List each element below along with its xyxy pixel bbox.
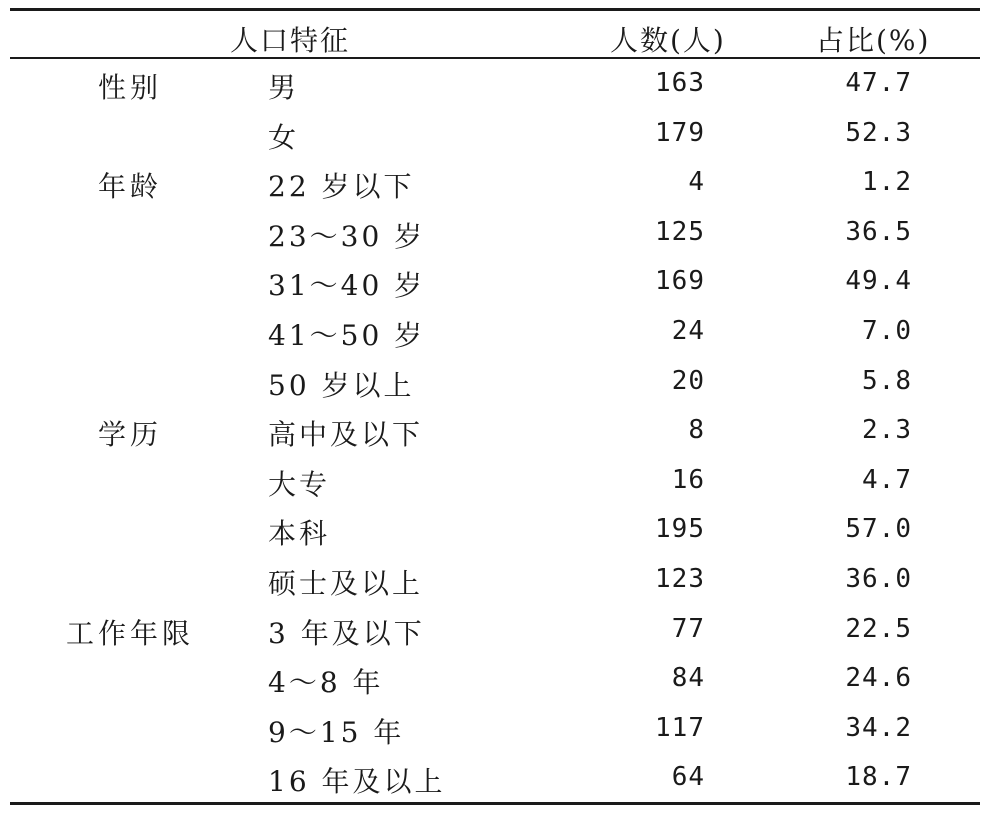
row-percent: 1.2	[862, 167, 912, 198]
table-row	[10, 358, 980, 408]
row-subcategory: 大专	[268, 467, 331, 501]
row-count: 125	[655, 216, 705, 247]
table-row	[10, 308, 980, 358]
row-subcategory: 23～30 岁	[268, 219, 426, 253]
row-count: 179	[655, 117, 705, 148]
row-percent: 47.7	[845, 68, 912, 98]
row-subcategory: 3 年及以下	[268, 616, 425, 650]
table-row	[10, 209, 980, 259]
row-count: 16	[671, 464, 705, 495]
row-percent: 36.0	[845, 564, 912, 594]
row-percent: 36.5	[845, 216, 912, 247]
bottom-rule	[10, 802, 980, 805]
row-percent: 7.0	[862, 316, 912, 346]
row-percent: 24.6	[845, 663, 912, 694]
row-percent: 49.4	[845, 266, 912, 297]
row-percent: 4.7	[862, 464, 912, 495]
row-subcategory: 4～8 年	[268, 666, 384, 700]
row-count: 123	[655, 564, 705, 594]
table-row	[10, 705, 980, 755]
row-subcategory: 本科	[268, 517, 331, 551]
header-percent: 占比(%)	[816, 24, 931, 57]
row-subcategory: 硕士及以上	[268, 567, 424, 600]
row-subcategory: 50 岁以上	[268, 368, 415, 402]
row-count: 117	[655, 712, 705, 743]
row-group: 性别	[97, 71, 162, 104]
table-row	[10, 754, 980, 804]
row-percent: 52.3	[845, 117, 912, 148]
table-row	[10, 159, 980, 209]
row-subcategory: 41～50 岁	[268, 319, 426, 352]
row-count: 20	[671, 365, 705, 396]
row-group: 年龄	[97, 170, 162, 204]
row-subcategory: 男	[268, 71, 300, 104]
table-row	[10, 457, 980, 507]
table-row	[10, 60, 980, 110]
table-row	[10, 407, 980, 457]
row-percent: 57.0	[845, 514, 912, 545]
row-count: 84	[671, 663, 705, 694]
table-row	[10, 606, 980, 656]
row-subcategory: 女	[268, 120, 300, 154]
row-count: 169	[655, 266, 705, 297]
row-percent: 5.8	[862, 365, 912, 396]
row-subcategory: 16 年及以上	[268, 765, 446, 799]
row-percent: 2.3	[862, 415, 912, 446]
row-count: 195	[655, 514, 705, 545]
row-subcategory: 9～15 年	[268, 715, 405, 749]
row-count: 8	[688, 415, 705, 446]
header-feature: 人口特征	[230, 24, 351, 57]
row-count: 64	[671, 762, 705, 793]
table-row	[10, 655, 980, 705]
header-count: 人数(人)	[610, 24, 726, 57]
table-header	[10, 11, 980, 57]
row-count: 24	[671, 316, 705, 346]
row-percent: 18.7	[845, 762, 912, 793]
row-subcategory: 高中及以下	[268, 418, 424, 452]
row-subcategory: 22 岁以下	[268, 170, 415, 204]
row-count: 77	[671, 613, 705, 644]
row-group: 学历	[97, 418, 162, 452]
header-rule	[10, 57, 980, 59]
row-percent: 34.2	[845, 712, 912, 743]
row-subcategory: 31～40 岁	[268, 269, 426, 303]
row-count: 163	[655, 68, 705, 98]
table-row	[10, 556, 980, 606]
table-row	[10, 110, 980, 160]
row-group: 工作年限	[65, 616, 194, 650]
table-row	[10, 506, 980, 556]
row-count: 4	[688, 167, 705, 198]
table-row	[10, 258, 980, 308]
row-percent: 22.5	[845, 613, 912, 644]
